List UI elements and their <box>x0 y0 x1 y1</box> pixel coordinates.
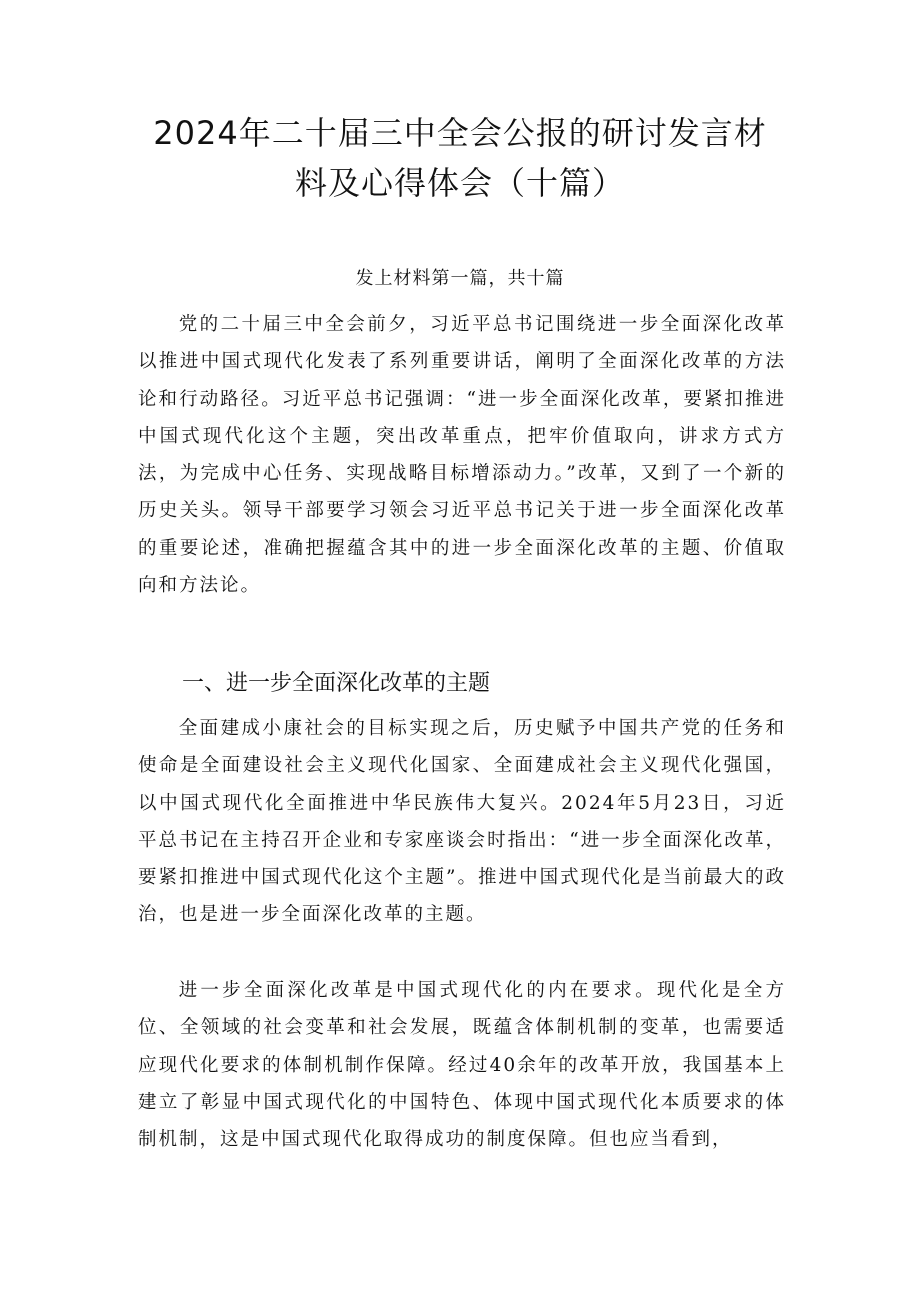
paragraph-2: 全面建成小康社会的目标实现之后，历史赋予中国共产党的任务和使命是全面建设社会主义现代化国家、全面建成社会主义现代化强国，以中国式现代化全面推进中华民族伟大复兴。2024年5月23日，习近平总书记在主持召开企业和专家座谈会时指出：“进一步全面深化改革，要紧扣推进中国式现代化这个主题”。推进中国式现代化是当前最大的政治，也是进一步全面深化改革的主题。 <box>138 718 786 926</box>
title-line-1: 2024年二十届三中全会公报的研讨发言材 <box>153 114 767 152</box>
paragraph-3: 进一步全面深化改革是中国式现代化的内在要求。现代化是全方位、全领域的社会变革和社会发展，既蕴含体制机制的变革，也需要适应现代化要求的体制机制作保障。经过40余年的改革开放，我国基本上建立了彰显中国式现代化的中国特色、体现中国式现代化本质要求的体制机制，这是中国式现代化取得成功的制度保障。但也应当看到， <box>138 980 786 1151</box>
document-subtitle: 发上材料第一篇，共十篇 <box>355 268 565 289</box>
section-heading-1: 一、进一步全面深化改革的主题 <box>182 671 491 696</box>
paragraph-1: 党的二十届三中全会前夕，习近平总书记围绕进一步全面深化改革以推进中国式现代化发表了系列重要讲话，阐明了全面深化改革的方法论和行动路径。习近平总书记强调：“进一步全面深化改革，要紧扣推进中国式现代化这个主题，突出改革重点，把牢价值取向，讲求方式方法，为完成中心任务、实现战略目标增添动力。”改革，又到了一个新的历史关头。领导干部要学习领会习近平总书记关于进一步全面深化改革的重要论述，准确把握蕴含其中的进一步全面深化改革的主题、价值取向和方法论。 <box>138 314 786 597</box>
title-line-2: 料及心得体会（十篇） <box>294 164 625 202</box>
document-title <box>120 108 800 208</box>
